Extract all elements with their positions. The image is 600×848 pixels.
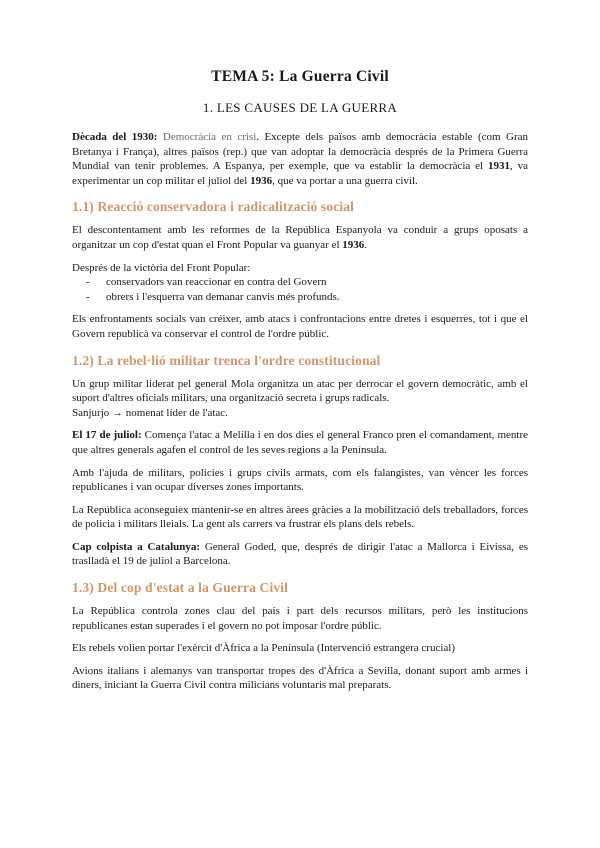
- intro-year-1936: 1936: [250, 174, 273, 187]
- s2-p1-line2: Sanjurjo → nomenat líder de l'atac.: [72, 406, 228, 419]
- s1-bullet-list: [72, 275, 528, 304]
- intro-highlight: Democràcia en crisi: [162, 131, 257, 143]
- section-heading-1-1: 1.1) Reacció conservadora i radicalització social: [72, 199, 354, 215]
- intro-text-c: , que va portar a una guerra civil.: [272, 174, 418, 187]
- intro-text-b: , va experimentar un cop militar el juliol del: [72, 160, 528, 187]
- intro-label: Dècada del 1930:: [72, 131, 158, 143]
- intro-year-1931: 1931: [487, 160, 510, 173]
- s3-paragraph-2: Els rebels volien portar l'exèrcit d'Àfrica a la Península (Intervenció estrangera crucial): [72, 642, 455, 655]
- s2-p5-text: General Goded, que, després de dirigir l'atac a Mallorca i Eivissa, es traslladà el 19 de juliol a Barcelona.: [72, 540, 528, 568]
- s1-p1-text: El descontentament amb les reformes de la República Espanyola va conduir a grups oposats a organitzar un cop d'estat quan el Front Popular va guanyar el: [72, 224, 528, 251]
- s2-p2-label: El 17 de juliol:: [72, 429, 142, 442]
- section-heading-1-3: 1.3) Del cop d'estat a la Guerra Civil: [72, 580, 288, 596]
- s2-paragraph-5: [72, 540, 528, 569]
- list-item: - obrers i l'esquerra van demanar canvis més profunds.: [86, 290, 528, 305]
- s2-paragraph-2: [72, 428, 528, 457]
- s1-paragraph-1: [72, 223, 528, 252]
- s2-p5-label: Cap colpista a Catalunya:: [72, 540, 201, 553]
- s3-paragraph-1: La República controla zones clau del país i part dels recursos militars, però les institucions republicanes estan superades i el govern no pot imposar l'ordre públic.: [72, 605, 528, 632]
- s3-paragraph-3: Avions italians i alemanys van transportar tropes des d'Àfrica a Sevilla, donant suport amb armes i diners, iniciant la Guerra Civil contra milicians voluntaris mal preparats.: [72, 664, 528, 692]
- document-title: TEMA 5: La Guerra Civil: [211, 68, 389, 85]
- s2-paragraph-4: La República aconseguiex mantenir-se en altres àrees gràcies a la mobilització dels treballadors, forces de policia i militars lleials. La gent als carrers va frustrar els plans dels rebels.: [72, 503, 528, 531]
- intro-text-a: . Excepte dels països amb democràcia estable (com Gran Bretanya i França), altres països (rep.) que van adoptar la democràcia després de la Primera Guerra Mundial van tenir problemes. A Espanya, per exemple, que va establir la democràcia el: [72, 131, 529, 173]
- intro-paragraph: [72, 130, 528, 188]
- document-page: [72, 68, 528, 693]
- document-subtitle: 1. LES CAUSES DE LA GUERRA: [202, 100, 398, 115]
- s2-paragraph-3: Amb l'ajuda de militars, policies i grups civils armats, com els falangistes, van vèncer les forces republicanes i van ocupar diverses zones importants.: [72, 466, 528, 494]
- s1-p1-year: 1936: [342, 238, 365, 251]
- s2-p2-text: Comença l'atac a Melilla i en dos dies el general Franco pren el comandament, mentre que altres generals agafen el control de les seves regions a la Península.: [72, 429, 528, 456]
- s2-paragraph-1: [72, 377, 528, 421]
- s2-p1-text: Un grup militar liderat pel general Mola organitza un atac per derrocar el govern democràtic, amb el suport d'altres oficials militars, una organització secreta i grups radicals.: [72, 377, 528, 405]
- s1-paragraph-2: Després de la victòria del Front Popular:: [72, 261, 251, 274]
- s1-p1-end: .: [364, 238, 368, 251]
- list-item: - conservadors van reaccionar en contra del Govern: [86, 275, 528, 290]
- s1-paragraph-3: Els enfrontaments socials van créixer, amb atacs i confrontacions entre dretes i esquerres, tot i que el Govern republicà va conservar el control de l'ordre públic.: [72, 313, 528, 340]
- section-heading-1-2: 1.2) La rebel·lió militar trenca l'ordre constitucional: [72, 352, 381, 368]
